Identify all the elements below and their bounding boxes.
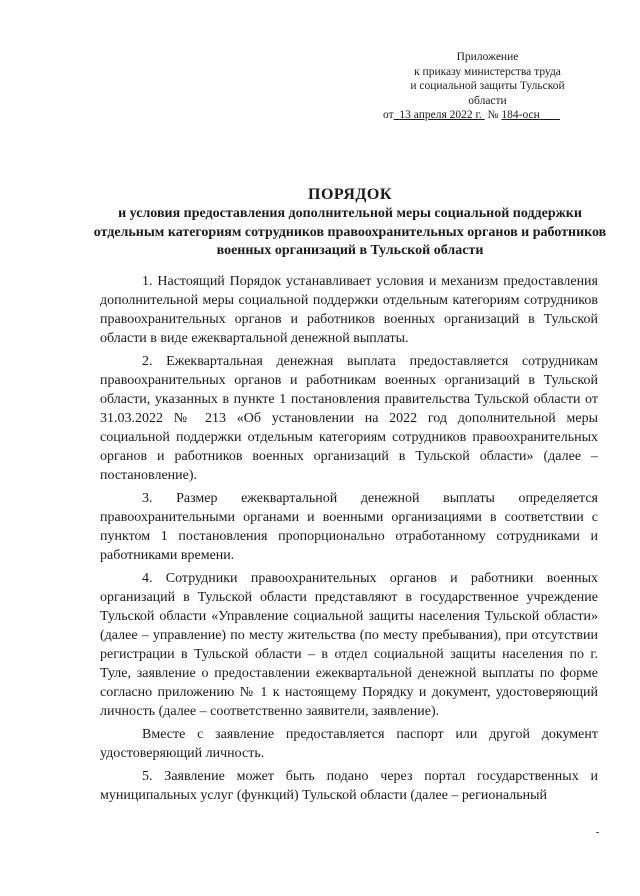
paragraph-1: 1. Настоящий Порядок устанавливает условия и механизм предоставления дополнительной меры социальной поддержки отдельным категориям сотрудников правоохранительных органов и работников военных организаций в Тульской области в виде ежеквартальной денежной выплаты. — [100, 274, 598, 346]
document-title-block — [90, 185, 610, 261]
order-number-label: № — [487, 109, 499, 121]
appendix-line: к приказу министерства труда — [414, 65, 561, 78]
appendix-header — [380, 50, 595, 123]
order-reference — [380, 108, 595, 123]
paragraph-3: 3. Размер ежеквартальной денежной выплаты определяется правоохранительными органами и военными организациями в соответствии с пунктом 1 постановления пропорционально отработанному сотрудниками и работниками времени. — [100, 491, 598, 563]
order-date: 13 апреля 2022 г. — [399, 109, 482, 121]
paragraph-5: 5. Заявление может быть подано через портал государственных и муниципальных услуг (функций) Тульской области (далее – региональный — [100, 769, 598, 803]
order-ref-prefix: от — [383, 109, 394, 121]
document-title: ПОРЯДОК — [308, 186, 392, 203]
appendix-line: области — [468, 94, 507, 107]
scan-speck — [596, 832, 599, 833]
order-number: 184-осн — [501, 109, 540, 121]
appendix-line: и социальной защиты Тульской — [410, 80, 565, 92]
document-body — [100, 272, 598, 809]
document-subtitle: и условия предоставления дополнительной меры социальной поддержки отдельным категориям сотрудников правоохранительных органов и работников военных организаций в Тульской области — [93, 206, 607, 258]
paragraph-2: 2. Ежеквартальная денежная выплата предоставляется сотрудникам правоохранительных органов и работникам военных организаций в Тульской области, указанных в пункте 1 постановления правительства Тульской области от 31.03.2022 № 213 «Об установлении на 2022 год дополнительной меры социальной поддержки отдельным категориям сотрудников правоохранительных органов и работников военных организаций в Тульской области» (далее – постановление). — [100, 354, 598, 483]
paragraph-4-note: Вместе с заявление предоставляется паспорт или другой документ удостоверяющий личность. — [100, 727, 598, 761]
paragraph-4: 4. Сотрудники правоохранительных органов и работники военных организаций в Тульской области представляют в государственное учреждение Тульской области «Управление социальной защиты населения Тульской области» (далее – управление) по месту жительства (по месту пребывания), при отсутствии регистрации в Тульской области – в отдел социальной защиты населения по г. Туле, заявление о предоставлении ежеквартальной денежной выплаты по форме согласно приложению № 1 к настоящему Порядку и документ, удостоверяющий личность (далее – соответственно заявители, заявление). — [100, 571, 598, 719]
appendix-line: Приложение — [456, 51, 519, 63]
